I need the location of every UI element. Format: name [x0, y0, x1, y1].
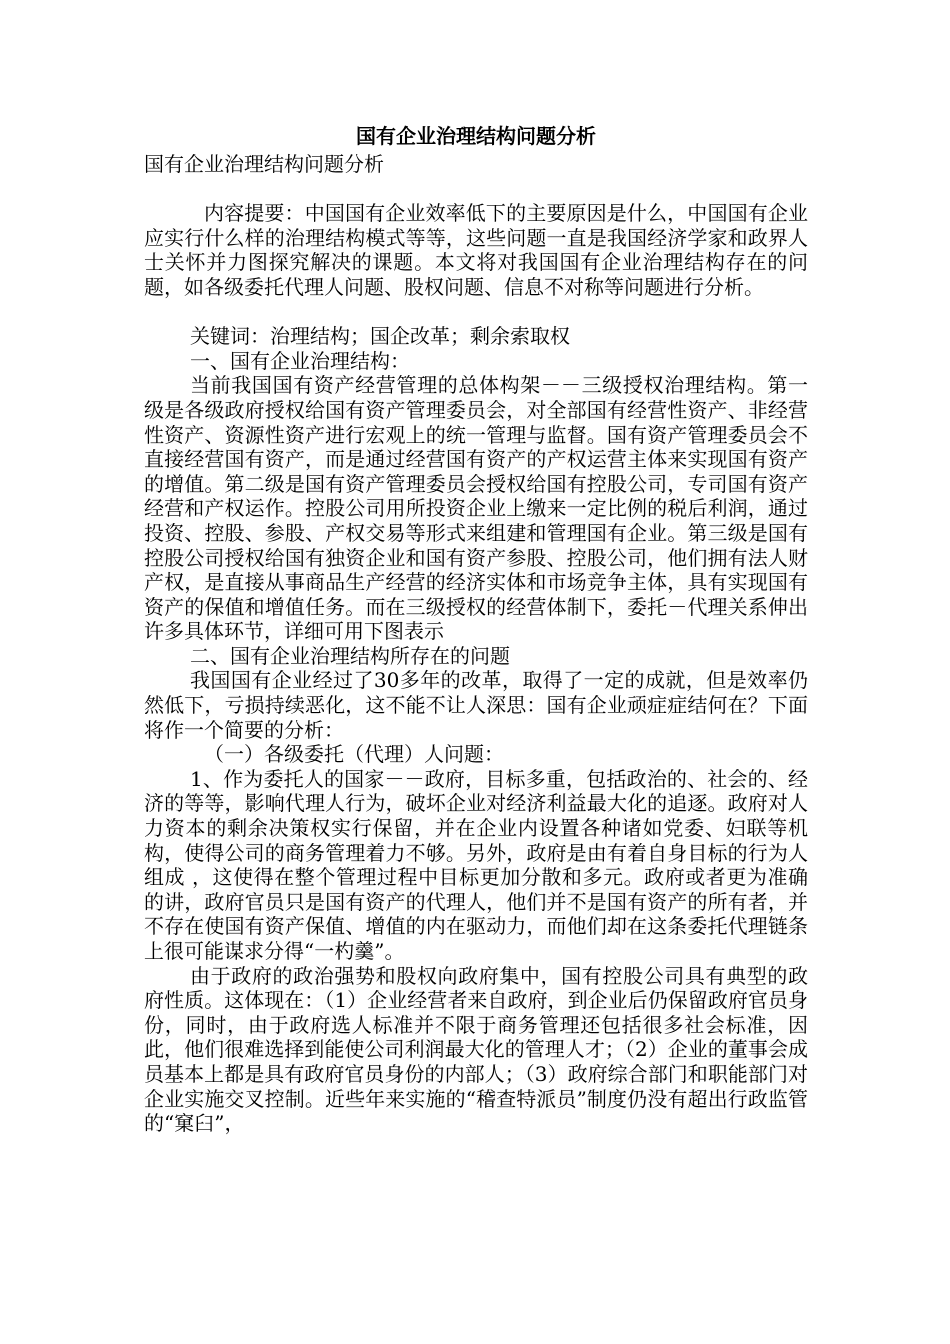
document-title: 国有企业治理结构问题分析 — [356, 124, 596, 148]
abstract-paragraph: 内容提要：中国国有企业效率低下的主要原因是什么，中国国有企业应实行什么样的治理结构模式等等，这些问题一直是我国经济学家和政界人士关怀并力图探究解决的课题。本文将对我国国有企业治理结构存在的问题，如各级委托代理人问题、股权问题、信息不对称等问题进行分析。 — [144, 201, 808, 299]
keywords-line: 关键词：治理结构；国企改革；剩余索取权 — [190, 324, 570, 349]
subsection1-heading: （一）各级委托（代理）人问题： — [204, 742, 504, 767]
section1-paragraph: 当前我国国有资产经营管理的总体构架－－三级授权治理结构。第一级是各级政府授权给国有资产管理委员会，对全部国有经营性资产、非经营性资产、资源性资产进行宏观上的统一管理与监督。国有资产管理委员会不直接经营国有资产，而是通过经营国有资产的产权运营主体来实现国有资产的增值。第二级是国有资产管理委员会授权给国有控股公司，专司国有资产经营和产权运作。控股公司用所投资企业上缴来一定比例的税后利润，通过投资、控股、参股、产权交易等形式来组建和管理国有企业。第三级是国有控股公司授权给国有独资企业和国有资产参股、控股公司，他们拥有法人财产权，是直接从事商品生产经营的经济实体和市场竞争主体，具有实现国有资产的保值和增值任务。而在三级授权的经营体制下，委托－代理关系伸出许多具体环节，详细可用下图表示 — [144, 373, 808, 644]
section2-heading: 二、国有企业治理结构所存在的问题 — [190, 643, 510, 668]
point1-paragraph: 1、作为委托人的国家－－政府，目标多重，包括政治的、社会的、经济的等等，影响代理人行为，破坏企业对经济利益最大化的追逐。政府对人力资本的剩余决策权实行保留，并在企业内设置各种诸如党委、妇联等机构，使得公司的商务管理着力不够。另外，政府是由有着自身目标的行为人组成 ，这使得在整个管理过程中目标更加分散和多元。政府或者更为准确的讲，政府官员只是国有资产的代理人，他们并不是国有资产的所有者，并不存在使国有资产保值、增值的内在驱动力，而他们却在这条委托代理链条上很可能谋求分得“一杓羹”。 — [144, 766, 808, 963]
section1-heading: 一、国有企业治理结构： — [190, 348, 410, 373]
document-subtitle: 国有企业治理结构问题分析 — [144, 152, 384, 176]
section2-intro-paragraph: 我国国有企业经过了30多年的改革，取得了一定的成就，但是效率仍然低下，亏损持续恶化，这不能不让人深思：国有企业顽症症结何在？下面将作一个简要的分析： — [144, 668, 808, 742]
document-body — [144, 122, 808, 1136]
blank-line — [144, 300, 808, 325]
blank-line — [144, 177, 808, 202]
point2-paragraph: 由于政府的政治强势和股权向政府集中，国有控股公司具有典型的政府性质。这体现在：（1）企业经营者来自政府，到企业后仍保留政府官员身份，同时，由于政府选人标准并不限于商务管理还包括很多社会标准，因此，他们很难选择到能使公司利润最大化的管理人才；（2）企业的董事会成员基本上都是具有政府官员身份的内部人；（3）政府综合部门和职能部门对企业实施交叉控制。近些年来实施的“稽查特派员”制度仍没有超出行政监管的“窠臼”， — [144, 963, 808, 1136]
